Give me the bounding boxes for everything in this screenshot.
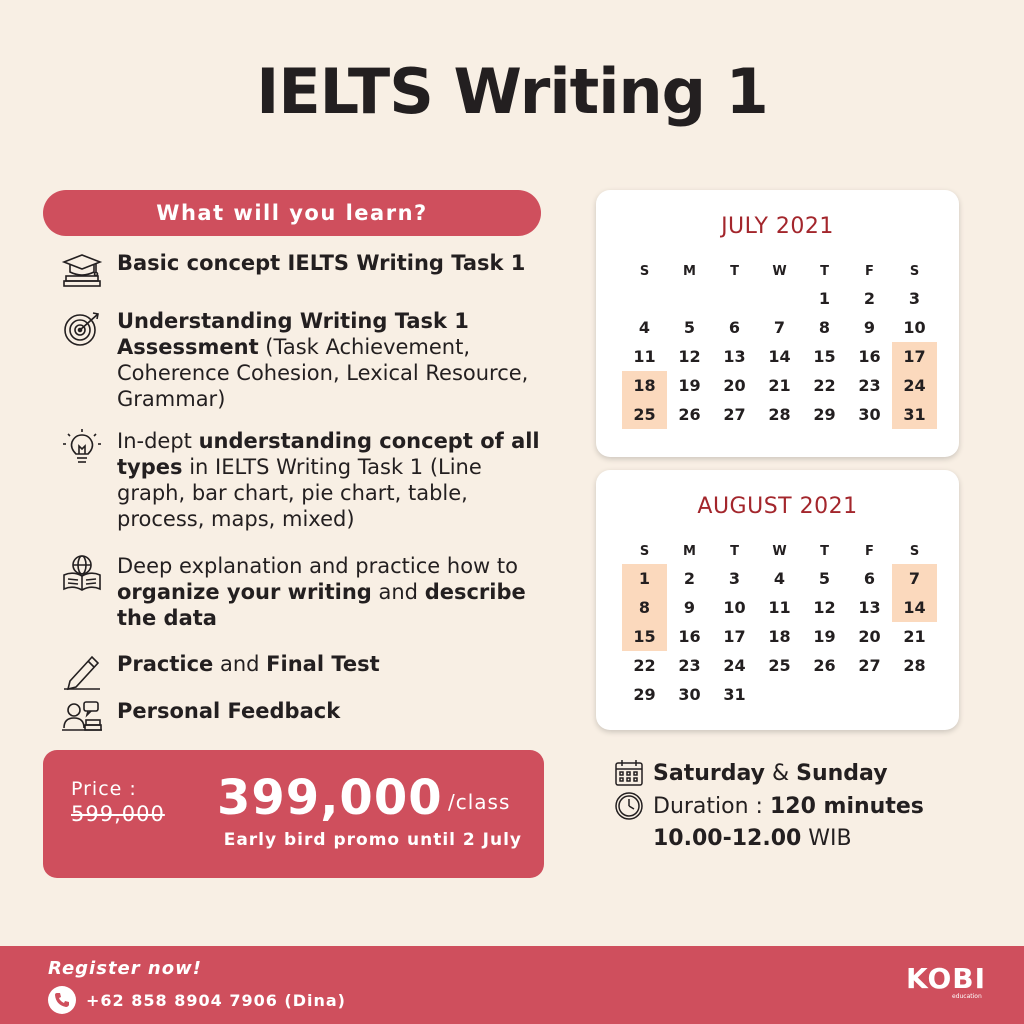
calendar-grid <box>622 540 942 709</box>
calendar-day: 30 <box>858 405 881 424</box>
calendar-week-row <box>622 680 942 709</box>
calendar-day: 2 <box>863 289 876 308</box>
learn-text <box>117 698 340 738</box>
time-zone: WIB <box>801 826 852 851</box>
schedule-day-amp: & <box>764 760 797 786</box>
weekday-label: M <box>683 544 696 559</box>
learn-text-bold: Understanding Writing Task 1 Assessment <box>117 309 469 359</box>
calendar-empty-cell <box>802 680 847 709</box>
learn-text <box>117 250 525 290</box>
learn-heading: What will you learn? <box>43 190 541 236</box>
weekday-label: S <box>639 544 650 559</box>
calendar-empty-cell <box>667 284 712 313</box>
price-new: 399,000 <box>217 770 443 826</box>
target-icon <box>60 308 104 348</box>
learn-item-basic-concept <box>60 250 550 290</box>
learn-text-bold: understanding concept of all types <box>117 429 540 479</box>
calendar-day: 6 <box>728 318 741 337</box>
calendar-day: 22 <box>813 376 836 395</box>
learn-item-types <box>60 428 550 532</box>
learn-item-feedback <box>60 698 550 738</box>
learn-text-plain: and <box>213 652 267 676</box>
calendar-day: 3 <box>728 569 741 588</box>
calendar-day: 31 <box>892 400 937 429</box>
calendar-day: 16 <box>858 347 881 366</box>
price-promo: Early bird promo until 2 July <box>223 830 522 850</box>
duration-value: 120 minutes <box>769 793 924 819</box>
calendar-day: 9 <box>683 598 696 617</box>
calendar-day: 23 <box>678 656 701 675</box>
schedule-day-b: Sunday <box>796 760 888 786</box>
calendar-empty-cell <box>757 680 802 709</box>
calendar-day: 20 <box>723 376 746 395</box>
calendar-week-row <box>622 622 942 651</box>
pencil-icon <box>60 651 104 691</box>
schedule-time <box>653 826 1024 851</box>
calendar-day: 21 <box>768 376 791 395</box>
weekday-label: T <box>820 544 829 559</box>
calendar-day: 27 <box>858 656 881 675</box>
weekday-label: S <box>909 264 920 279</box>
calendar-empty-cell <box>847 680 892 709</box>
calendar-day: 2 <box>683 569 696 588</box>
kobi-logo: KOBI <box>906 962 987 995</box>
calendar-day: 24 <box>723 656 746 675</box>
weekday-label: W <box>772 544 787 559</box>
calendar-title: AUGUST 2021 <box>697 494 858 519</box>
calendar-day: 15 <box>622 622 667 651</box>
person-feedback-icon <box>60 698 104 738</box>
calendar-week-row <box>622 284 942 313</box>
calendar-day: 30 <box>678 685 701 704</box>
calendar-day: 18 <box>768 627 791 646</box>
calendar-weekdays <box>622 260 942 284</box>
calendar-day: 4 <box>773 569 786 588</box>
learn-text <box>117 553 550 631</box>
weekday-label: S <box>639 264 650 279</box>
learn-text-bold: Practice <box>117 652 214 676</box>
calendar-day: 4 <box>638 318 651 337</box>
learn-text-bold: Personal Feedback <box>117 699 341 723</box>
calendar-day: 5 <box>818 569 831 588</box>
calendar-day: 29 <box>633 685 656 704</box>
phone-icon <box>48 986 76 1014</box>
calendar-day: 14 <box>892 593 937 622</box>
learn-text-bold: Basic concept IELTS Writing Task 1 <box>117 251 526 275</box>
calendar-day: 17 <box>892 342 937 371</box>
calendar-day: 29 <box>813 405 836 424</box>
calendar-day: 12 <box>813 598 836 617</box>
learn-text-plain: In-dept <box>117 429 199 453</box>
calendar-day: 13 <box>858 598 881 617</box>
weekday-label: T <box>730 264 739 279</box>
calendar-day: 1 <box>818 289 831 308</box>
learn-text-plain: (Task Achievement, Coherence Cohesion, Lexical Resource, Grammar) <box>117 335 529 411</box>
calendar-day: 31 <box>723 685 746 704</box>
learn-text-plain: in IELTS Writing Task 1 (Line graph, bar chart, pie chart, table, process, maps, mixed) <box>117 455 482 531</box>
page-title: IELTS Writing 1 <box>256 55 768 128</box>
calendar-day: 8 <box>818 318 831 337</box>
schedule-day-a: Saturday <box>653 760 765 786</box>
learn-text-bold: Final Test <box>266 652 380 676</box>
calendar-day: 24 <box>892 371 937 400</box>
calendar-empty-cell <box>757 284 802 313</box>
weekday-label: F <box>865 544 874 559</box>
calendar-august <box>596 470 959 730</box>
weekday-label: W <box>772 264 787 279</box>
calendar-day: 9 <box>863 318 876 337</box>
learn-text <box>117 308 550 412</box>
calendar-day: 1 <box>622 564 667 593</box>
calendar-day: 14 <box>768 347 791 366</box>
calendar-day: 21 <box>903 627 926 646</box>
calendar-day: 7 <box>773 318 786 337</box>
calendar-day: 8 <box>622 593 667 622</box>
weekday-label: T <box>730 544 739 559</box>
calendar-day: 20 <box>858 627 881 646</box>
calendar-title: JULY 2021 <box>721 214 834 239</box>
calendar-week-row <box>622 371 942 400</box>
calendar-day: 7 <box>892 564 937 593</box>
price-label: Price : <box>71 778 137 800</box>
open-book-globe-icon <box>60 553 104 593</box>
calendar-empty-cell <box>712 284 757 313</box>
calendar-day: 15 <box>813 347 836 366</box>
calendar-day: 23 <box>858 376 881 395</box>
learn-text <box>117 651 380 691</box>
duration-label: Duration : <box>653 793 770 819</box>
calendar-icon <box>614 758 644 788</box>
calendar-day: 6 <box>863 569 876 588</box>
learn-item-organize <box>60 553 550 631</box>
register-cta[interactable]: Register now! <box>48 958 202 979</box>
learn-text-plain: and <box>371 580 425 604</box>
calendar-day: 28 <box>768 405 791 424</box>
clock-icon <box>614 791 644 821</box>
schedule-duration <box>614 791 994 821</box>
calendar-empty-cell <box>892 680 937 709</box>
weekday-label: F <box>865 264 874 279</box>
calendar-day: 10 <box>723 598 746 617</box>
calendar-day: 27 <box>723 405 746 424</box>
price-box <box>43 750 544 878</box>
time-value: 10.00-12.00 <box>653 826 802 851</box>
calendar-week-row <box>622 342 942 371</box>
phone-number: +62 858 8904 7906 (Dina) <box>86 990 346 1010</box>
calendar-july <box>596 190 959 457</box>
learn-text-bold: organize your writing <box>117 580 372 604</box>
weekday-label: T <box>820 264 829 279</box>
price-old: 599,000 <box>71 802 165 826</box>
calendar-day: 12 <box>678 347 701 366</box>
calendar-week-row <box>622 564 942 593</box>
learn-text-bold: describe the data <box>117 580 526 630</box>
calendar-day: 19 <box>813 627 836 646</box>
learn-item-practice <box>60 651 550 691</box>
footer-bar <box>0 946 1024 1024</box>
schedule-days <box>614 758 994 788</box>
calendar-day: 5 <box>683 318 696 337</box>
price-unit: /class <box>448 790 511 814</box>
learn-text <box>117 428 550 532</box>
calendar-week-row <box>622 593 942 622</box>
calendar-day: 13 <box>723 347 746 366</box>
graduation-cap-books-icon <box>60 250 104 290</box>
calendar-day: 28 <box>903 656 926 675</box>
kobi-logo-sub: education <box>952 993 982 1000</box>
calendar-day: 11 <box>768 598 791 617</box>
calendar-day: 11 <box>633 347 656 366</box>
calendar-day: 22 <box>633 656 656 675</box>
calendar-week-row <box>622 651 942 680</box>
calendar-day: 10 <box>903 318 926 337</box>
calendar-day: 16 <box>678 627 701 646</box>
calendar-day: 26 <box>678 405 701 424</box>
calendar-empty-cell <box>622 284 667 313</box>
calendar-day: 25 <box>768 656 791 675</box>
weekday-label: S <box>909 544 920 559</box>
calendar-day: 17 <box>723 627 746 646</box>
calendar-week-row <box>622 313 942 342</box>
learn-text-plain: Deep explanation and practice how to <box>117 554 518 578</box>
calendar-day: 3 <box>908 289 921 308</box>
calendar-day: 19 <box>678 376 701 395</box>
calendar-day: 26 <box>813 656 836 675</box>
calendar-weekdays <box>622 540 942 564</box>
calendar-day: 25 <box>622 400 667 429</box>
weekday-label: M <box>683 264 696 279</box>
lightbulb-icon <box>60 428 104 468</box>
contact-phone[interactable] <box>48 986 346 1014</box>
calendar-day: 18 <box>622 371 667 400</box>
learn-item-assessment <box>60 308 550 412</box>
calendar-grid <box>622 260 942 429</box>
calendar-week-row <box>622 400 942 429</box>
